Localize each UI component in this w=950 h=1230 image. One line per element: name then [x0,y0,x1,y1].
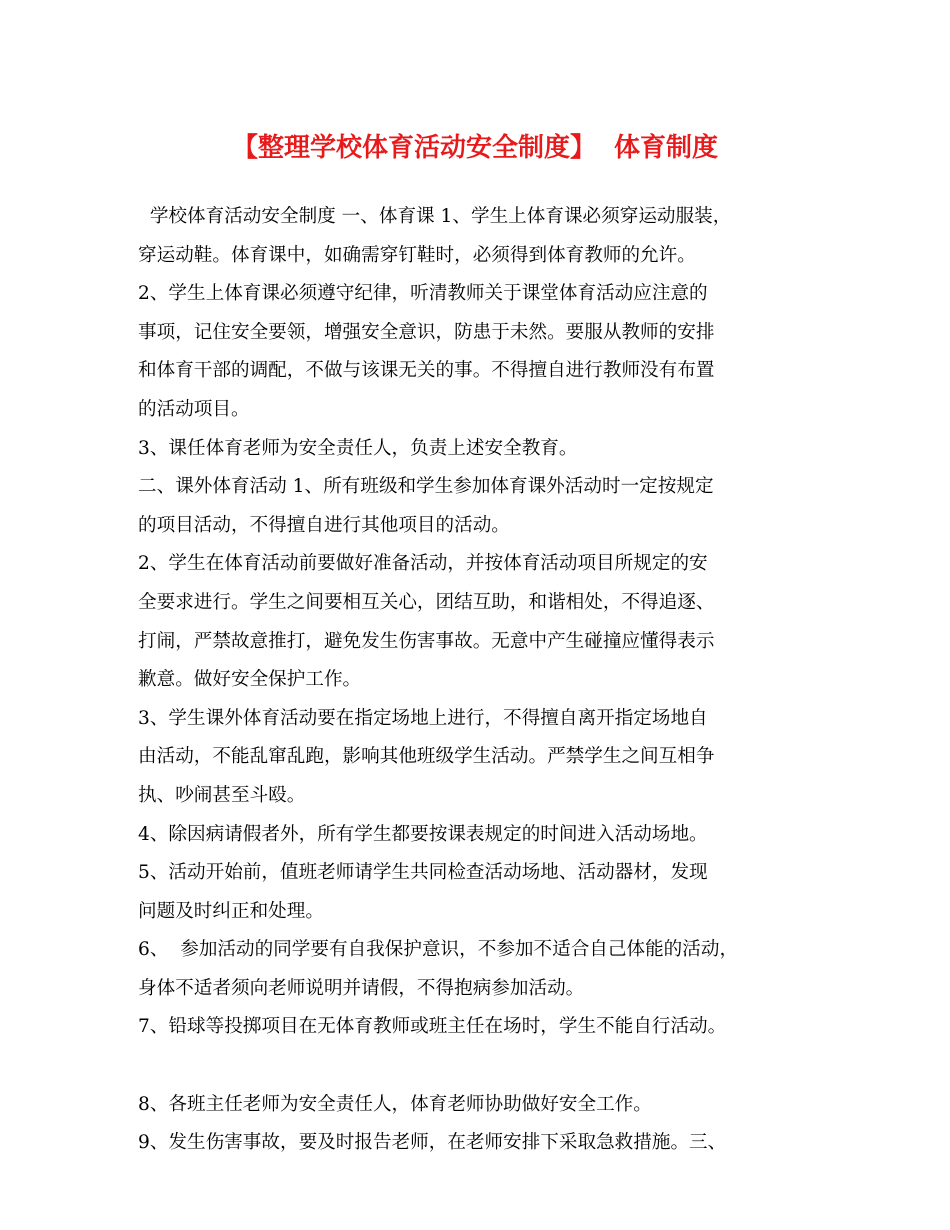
paragraph-line: 全要求进行。学生之间要相互关心，团结互助，和谐相处，不得追逐、 [138,591,715,613]
paragraph-line: 问题及时纠正和处理。 [138,900,324,922]
paragraph-line: 事项，记住安全要领，增强安全意识，防患于未然。要服从教师的安排 [138,321,715,343]
paragraph-line: 二、课外体育活动 1、所有班级和学生参加体育课外活动时一定按规定 [138,476,714,498]
paragraph-line: 的活动项目。 [138,398,250,420]
paragraph-line: 歉意。做好安全保护工作。 [138,669,362,691]
paragraph-line: 执、吵闹甚至斗殴。 [138,784,306,806]
paragraph-line: 3、课任体育老师为安全责任人，负责上述安全教育。 [138,437,578,459]
paragraph-line: 8、各班主任老师为安全责任人，体育老师协助做好安全工作。 [138,1093,652,1115]
paragraph-line: 学校体育活动安全制度 一、体育课 1、学生上体育课必须穿运动服装， [138,206,732,227]
paragraph-line: 穿运动鞋。体育课中，如确需穿钉鞋时，必须得到体育教师的允许。 [138,244,696,266]
paragraph-line: 由活动，不能乱窜乱跑，影响其他班级学生活动。严禁学生之间互相争 [138,746,715,768]
document-body [138,198,828,1163]
paragraph-line: 9、发生伤害事故，要及时报告老师，在老师安排下采取急救措施。三、 [138,1132,727,1154]
document-title: 【整理学校体育活动安全制度】 体育制度 [231,133,719,163]
paragraph-line: 和体育干部的调配，不做与该课无关的事。不得擅自进行教师没有布置 [138,360,715,382]
paragraph-line: 打闹，严禁故意推打，避免发生伤害事故。无意中产生碰撞应懂得表示 [138,630,715,652]
paragraph-line: 6、 参加活动的同学要有自我保护意识，不参加不适合自己体能的活动， [138,939,739,961]
paragraph-line: 2、学生上体育课必须遵守纪律，听清教师关于课堂体育活动应注意的 [138,283,708,305]
paragraph-line: 7、铅球等投掷项目在无体育教师或班主任在场时，学生不能自行活动。 [138,1016,727,1038]
paragraph-line: 4、除因病请假者外，所有学生都要按课表规定的时间进入活动场地。 [138,823,708,845]
paragraph-line: 身体不适者须向老师说明并请假，不得抱病参加活动。 [138,977,585,999]
blank-line [138,1047,828,1086]
paragraph-line: 的项目活动，不得擅自进行其他项目的活动。 [138,514,510,536]
paragraph-line: 3、学生课外体育活动要在指定场地上进行，不得擅自离开指定场地自 [138,707,708,729]
paragraph-line: 5、活动开始前，值班老师请学生共同检查活动场地、活动器材，发现 [138,862,708,884]
paragraph-line: 2、学生在体育活动前要做好准备活动，并按体育活动项目所规定的安 [138,553,708,575]
